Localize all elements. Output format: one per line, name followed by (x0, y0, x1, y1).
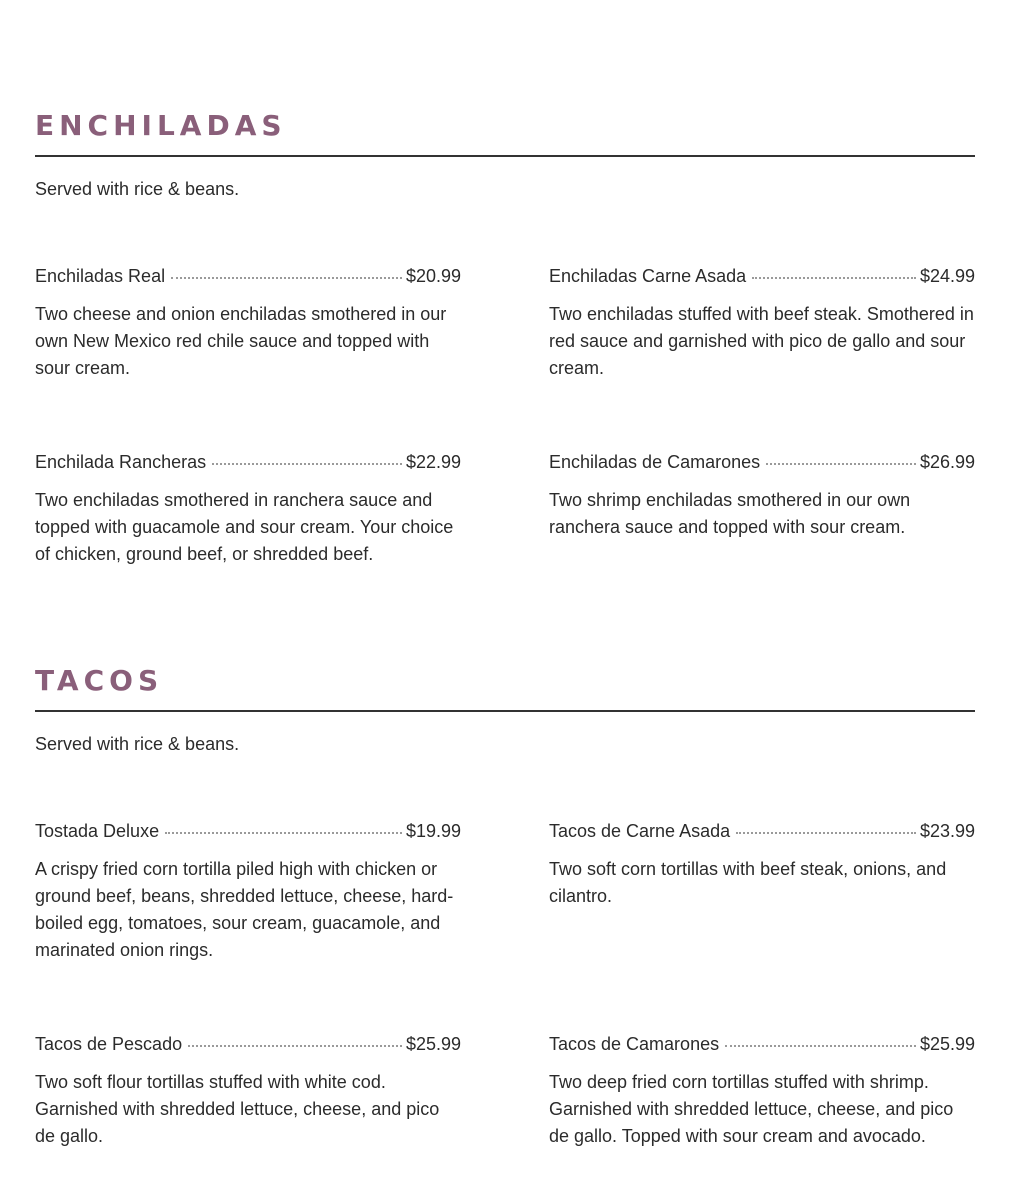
menu-item-tacos-de-pescado (35, 1032, 461, 1150)
menu-item-header (35, 819, 461, 843)
menu-item-enchiladas-carne-asada (549, 264, 975, 382)
section-enchiladas (35, 110, 975, 201)
menu-item-description: A crispy fried corn tortilla piled high with chicken or ground beef, beans, shredded lettuce, cheese, hard-boiled egg, tomatoes, sour cream, guacamole, and marinated onion rings. (35, 859, 454, 960)
menu-item-header (549, 450, 975, 474)
section-title: ENCHILADAS (35, 109, 287, 142)
menu-item-name: Tostada Deluxe (35, 821, 160, 841)
menu-item-header (35, 264, 461, 288)
menu-item-header (549, 819, 975, 843)
section-divider (35, 710, 975, 712)
dot-leader (171, 277, 402, 279)
dot-leader (736, 832, 916, 834)
menu-item-price: $22.99 (405, 452, 461, 472)
menu-item-name: Enchilada Rancheras (35, 452, 207, 472)
menu-item-name: Enchiladas de Camarones (549, 452, 761, 472)
menu-item-description: Two deep fried corn tortillas stuffed with shrimp. Garnished with shredded lettuce, cheese, and pico de gallo. Topped with sour cream and avocado. (549, 1072, 954, 1146)
menu-item-description: Two enchiladas smothered in ranchera sauce and topped with guacamole and sour cream. Your choice of chicken, ground beef, or shredded beef. (35, 490, 454, 564)
dot-leader (766, 463, 916, 465)
menu-item-price: $25.99 (919, 1034, 975, 1054)
menu-item-header (35, 1032, 461, 1056)
section-tacos (35, 665, 975, 756)
menu-item-enchiladas-de-camarones (549, 450, 975, 541)
dot-leader (188, 1045, 402, 1047)
section-title: TACOS (35, 664, 164, 697)
menu-item-header (549, 264, 975, 288)
menu-item-price: $20.99 (405, 266, 461, 286)
menu-item-tacos-de-camarones (549, 1032, 975, 1150)
menu-item-name: Enchiladas Carne Asada (549, 266, 747, 286)
menu-item-price: $24.99 (919, 266, 975, 286)
menu-item-description: Two soft corn tortillas with beef steak, onions, and cilantro. (549, 859, 947, 906)
section-subtitle: Served with rice & beans. (35, 734, 240, 754)
menu-item-name: Tacos de Carne Asada (549, 821, 731, 841)
menu-item-header (549, 1032, 975, 1056)
menu-item-description: Two shrimp enchiladas smothered in our own ranchera sauce and topped with sour cream. (549, 490, 911, 537)
menu-item-price: $25.99 (405, 1034, 461, 1054)
dot-leader (752, 277, 916, 279)
menu-item-description: Two cheese and onion enchiladas smothered in our own New Mexico red chile sauce and topped with sour cream. (35, 304, 447, 378)
menu-item-enchilada-rancheras (35, 450, 461, 568)
menu-item-enchiladas-real (35, 264, 461, 382)
menu-item-description: Two soft flour tortillas stuffed with white cod. Garnished with shredded lettuce, cheese, and pico de gallo. (35, 1072, 440, 1146)
menu-item-name: Tacos de Pescado (35, 1034, 183, 1054)
menu-item-tacos-de-carne-asada (549, 819, 975, 910)
menu-item-description: Two enchiladas stuffed with beef steak. Smothered in red sauce and garnished with pico de gallo and sour cream. (549, 304, 974, 378)
menu-item-price: $23.99 (919, 821, 975, 841)
menu-item-price: $26.99 (919, 452, 975, 472)
menu-item-name: Tacos de Camarones (549, 1034, 720, 1054)
dot-leader (212, 463, 402, 465)
section-divider (35, 155, 975, 157)
section-subtitle: Served with rice & beans. (35, 179, 240, 199)
menu-item-name: Enchiladas Real (35, 266, 166, 286)
menu-item-header (35, 450, 461, 474)
dot-leader (165, 832, 402, 834)
menu-item-price: $19.99 (405, 821, 461, 841)
dot-leader (725, 1045, 916, 1047)
menu-item-tostada-deluxe (35, 819, 461, 964)
